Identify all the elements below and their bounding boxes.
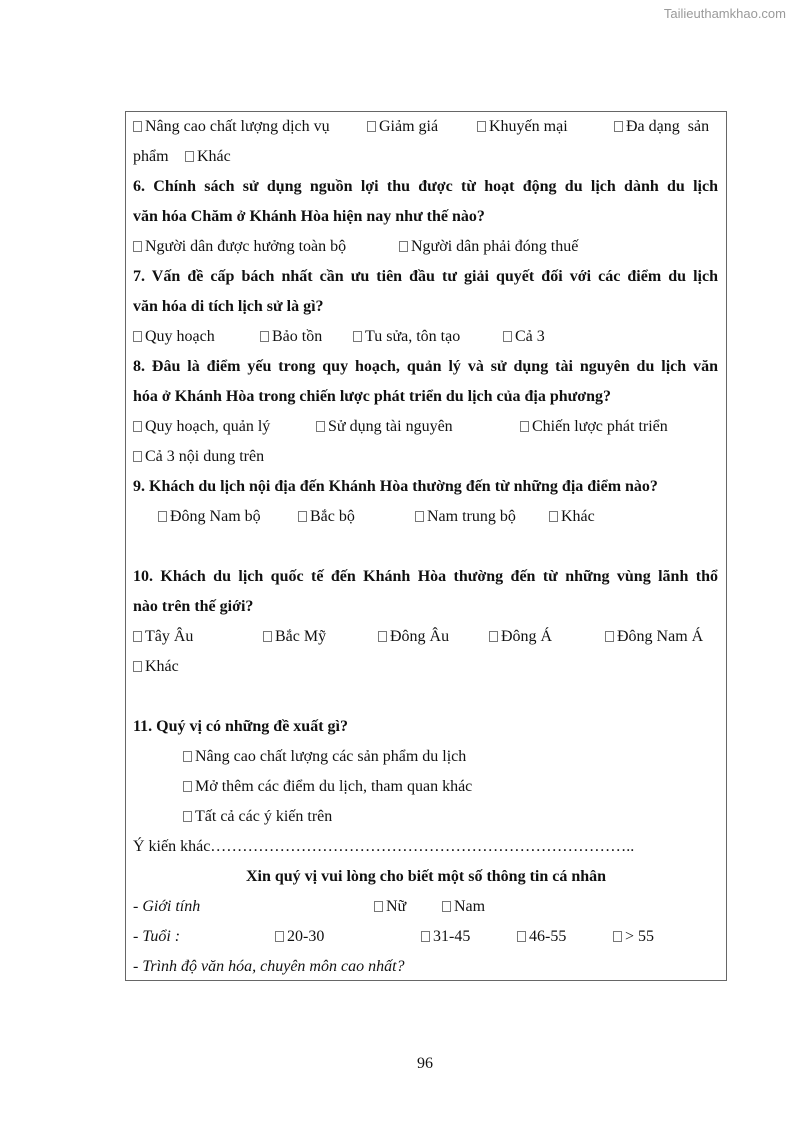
checkbox-icon[interactable] bbox=[415, 511, 424, 522]
option-label: Tất cả các ý kiến trên bbox=[195, 808, 333, 825]
gender-row bbox=[126, 892, 726, 922]
q5-option[interactable] bbox=[185, 142, 231, 172]
option-label: Chiến lược phát triển bbox=[532, 418, 668, 435]
q10-option[interactable] bbox=[263, 622, 326, 652]
q7-option[interactable] bbox=[133, 322, 215, 352]
q5-option[interactable] bbox=[614, 112, 709, 142]
age-option[interactable] bbox=[275, 922, 324, 952]
q11-title: 11. Quý vị có những đề xuất gì? bbox=[133, 718, 348, 735]
q8-option[interactable] bbox=[520, 412, 668, 442]
q8-title: hóa ở Khánh Hòa trong chiến lược phát triển du lịch của địa phương? bbox=[133, 388, 612, 405]
q8-title: 8. Đâu là điểm yếu trong quy hoạch, quản lý và sử dụng tài nguyên du lịch văn bbox=[133, 358, 718, 375]
q7-title: 7. Vấn đề cấp bách nhất cần ưu tiên đầu tư giải quyết đối với các điểm du lịch bbox=[133, 268, 718, 285]
option-label: Bảo tồn bbox=[272, 328, 323, 345]
checkbox-icon[interactable] bbox=[133, 421, 142, 432]
q10-options-row bbox=[126, 622, 726, 652]
q9-option[interactable] bbox=[298, 502, 355, 532]
q10-option[interactable] bbox=[605, 622, 703, 652]
option-label: Người dân phải đóng thuế bbox=[411, 238, 579, 255]
option-label: Nâng cao chất lượng các sản phẩm du lịch bbox=[195, 748, 467, 765]
option-label: 20-30 bbox=[287, 928, 325, 945]
option-label: Quy hoạch, quản lý bbox=[145, 418, 271, 435]
option-label: Nữ bbox=[386, 898, 407, 915]
checkbox-icon[interactable] bbox=[316, 421, 325, 432]
q11-option[interactable] bbox=[183, 742, 466, 772]
option-label: Đông Nam bộ bbox=[170, 508, 261, 525]
q9-option[interactable] bbox=[549, 502, 595, 532]
option-label: Cả 3 bbox=[515, 328, 545, 345]
q7-options-row bbox=[126, 322, 726, 352]
checkbox-icon[interactable] bbox=[133, 331, 142, 342]
age-row bbox=[126, 922, 726, 952]
option-label: Bắc Mỹ bbox=[275, 628, 327, 645]
q6-title: văn hóa Chăm ở Khánh Hòa hiện nay như thế nào? bbox=[133, 208, 485, 225]
page-number: 96 bbox=[417, 1055, 433, 1072]
q7-title: văn hóa di tích lịch sử là gì? bbox=[133, 298, 324, 315]
checkbox-icon[interactable] bbox=[374, 901, 383, 912]
q11-option-row bbox=[126, 802, 726, 832]
q9-title: 9. Khách du lịch nội địa đến Khánh Hòa thường đến từ những địa điểm nào? bbox=[133, 478, 658, 495]
option-label: Đông Âu bbox=[390, 628, 450, 645]
q5-options-row bbox=[126, 112, 726, 142]
checkbox-icon[interactable] bbox=[133, 661, 142, 672]
q10-option[interactable] bbox=[133, 622, 193, 652]
option-label: Sử dụng tài nguyên bbox=[328, 418, 453, 435]
gender-option[interactable] bbox=[374, 892, 406, 922]
option-label: Khác bbox=[561, 508, 595, 525]
education-label: - Trình độ văn hóa, chuyên môn cao nhất? bbox=[133, 958, 405, 975]
option-label: Tu sửa, tôn tạo bbox=[365, 328, 461, 345]
option-label: Đông Nam Á bbox=[617, 628, 704, 645]
q11-option[interactable] bbox=[183, 802, 332, 832]
checkbox-icon[interactable] bbox=[133, 451, 142, 462]
q10-options-row-2 bbox=[126, 652, 726, 682]
checkbox-icon[interactable] bbox=[477, 121, 486, 132]
q11-option-row bbox=[126, 772, 726, 802]
checkbox-icon[interactable] bbox=[353, 331, 362, 342]
checkbox-icon[interactable] bbox=[520, 421, 529, 432]
checkbox-icon[interactable] bbox=[183, 751, 192, 762]
option-label: Tây Âu bbox=[145, 628, 194, 645]
watermark: Tailieuthamkhao.com bbox=[663, 6, 786, 21]
q7-option[interactable] bbox=[503, 322, 545, 352]
q5-options-row-2 bbox=[126, 142, 726, 172]
q11-option-row bbox=[126, 742, 726, 772]
q8-option[interactable] bbox=[316, 412, 453, 442]
option-label: Nâng cao chất lượng dịch vụ bbox=[145, 118, 330, 135]
checkbox-icon[interactable] bbox=[367, 121, 376, 132]
checkbox-icon[interactable] bbox=[378, 631, 387, 642]
checkbox-icon[interactable] bbox=[158, 511, 167, 522]
checkbox-icon[interactable] bbox=[183, 781, 192, 792]
checkbox-icon[interactable] bbox=[503, 331, 512, 342]
q11-option[interactable] bbox=[183, 772, 472, 802]
checkbox-icon[interactable] bbox=[399, 241, 408, 252]
checkbox-icon[interactable] bbox=[185, 151, 194, 162]
q10-title: 10. Khách du lịch quốc tế đến Khánh Hòa thường đến từ những vùng lãnh thổ bbox=[133, 568, 718, 585]
blank-line bbox=[126, 682, 726, 712]
checkbox-icon[interactable] bbox=[298, 511, 307, 522]
checkbox-icon[interactable] bbox=[133, 631, 142, 642]
checkbox-icon[interactable] bbox=[549, 511, 558, 522]
gender-label: - Giới tính bbox=[133, 898, 201, 915]
q6-title: 6. Chính sách sử dụng nguồn lợi thu được từ hoạt động du lịch dành du lịch bbox=[133, 178, 718, 195]
option-label: Khác bbox=[197, 148, 231, 165]
option-label: Người dân được hưởng toàn bộ bbox=[145, 238, 347, 255]
checkbox-icon[interactable] bbox=[517, 931, 526, 942]
q7-option[interactable] bbox=[353, 322, 460, 352]
option-label: Bắc bộ bbox=[310, 508, 355, 525]
checkbox-icon[interactable] bbox=[489, 631, 498, 642]
option-label: Đa dạng sản bbox=[626, 118, 710, 135]
q10-option[interactable] bbox=[489, 622, 552, 652]
checkbox-icon[interactable] bbox=[260, 331, 269, 342]
q5-option[interactable] bbox=[477, 112, 568, 142]
questionnaire-box bbox=[125, 111, 727, 981]
option-label: Khác bbox=[145, 658, 179, 675]
checkbox-icon[interactable] bbox=[275, 931, 284, 942]
option-label: Giảm giá bbox=[379, 118, 439, 135]
option-label: Nam trung bộ bbox=[427, 508, 516, 525]
q8-options-row bbox=[126, 412, 726, 442]
age-option[interactable] bbox=[613, 922, 654, 952]
gender-option[interactable] bbox=[442, 892, 485, 922]
checkbox-icon[interactable] bbox=[263, 631, 272, 642]
option-label: Quy hoạch bbox=[145, 328, 215, 345]
option-label: > 55 bbox=[625, 928, 655, 945]
checkbox-icon[interactable] bbox=[442, 901, 451, 912]
q9-options-row bbox=[126, 502, 726, 532]
q8-options-row-2 bbox=[126, 442, 726, 472]
q6-options-row bbox=[126, 232, 726, 262]
blank-line bbox=[126, 532, 726, 562]
q8-option[interactable] bbox=[133, 412, 270, 442]
age-label: - Tuổi : bbox=[133, 928, 181, 945]
checkbox-icon[interactable] bbox=[133, 241, 142, 252]
q10-option[interactable] bbox=[378, 622, 449, 652]
age-option[interactable] bbox=[517, 922, 566, 952]
q10-title: nào trên thế giới? bbox=[133, 598, 254, 615]
option-label: Mở thêm các điểm du lịch, tham quan khác bbox=[195, 778, 473, 795]
option-label: Khuyến mại bbox=[489, 118, 568, 135]
q8-option[interactable] bbox=[133, 442, 264, 472]
checkbox-icon[interactable] bbox=[133, 121, 142, 132]
option-label: 31-45 bbox=[433, 928, 471, 945]
q9-option[interactable] bbox=[415, 502, 516, 532]
q9-option[interactable] bbox=[158, 502, 261, 532]
q6-option[interactable] bbox=[399, 232, 578, 262]
q11-other-field[interactable]: Ý kiến khác…………………………………………………………………….. bbox=[133, 838, 635, 855]
q6-option[interactable] bbox=[133, 232, 346, 262]
option-label-continued: phẩm bbox=[133, 148, 169, 165]
q5-option[interactable] bbox=[133, 112, 330, 142]
q7-option[interactable] bbox=[260, 322, 322, 352]
checkbox-icon[interactable] bbox=[614, 121, 623, 132]
option-label: Cả 3 nội dung trên bbox=[145, 448, 265, 465]
age-option[interactable] bbox=[421, 922, 470, 952]
personal-info-heading: Xin quý vị vui lòng cho biết một số thông tin cá nhân bbox=[245, 868, 607, 885]
checkbox-icon[interactable] bbox=[605, 631, 614, 642]
option-label: Đông Á bbox=[501, 628, 553, 645]
checkbox-icon[interactable] bbox=[183, 811, 192, 822]
option-label: Nam bbox=[454, 898, 486, 915]
option-label: 46-55 bbox=[529, 928, 567, 945]
checkbox-icon[interactable] bbox=[613, 931, 622, 942]
checkbox-icon[interactable] bbox=[421, 931, 430, 942]
q5-option[interactable] bbox=[367, 112, 438, 142]
q10-option[interactable] bbox=[133, 652, 179, 682]
